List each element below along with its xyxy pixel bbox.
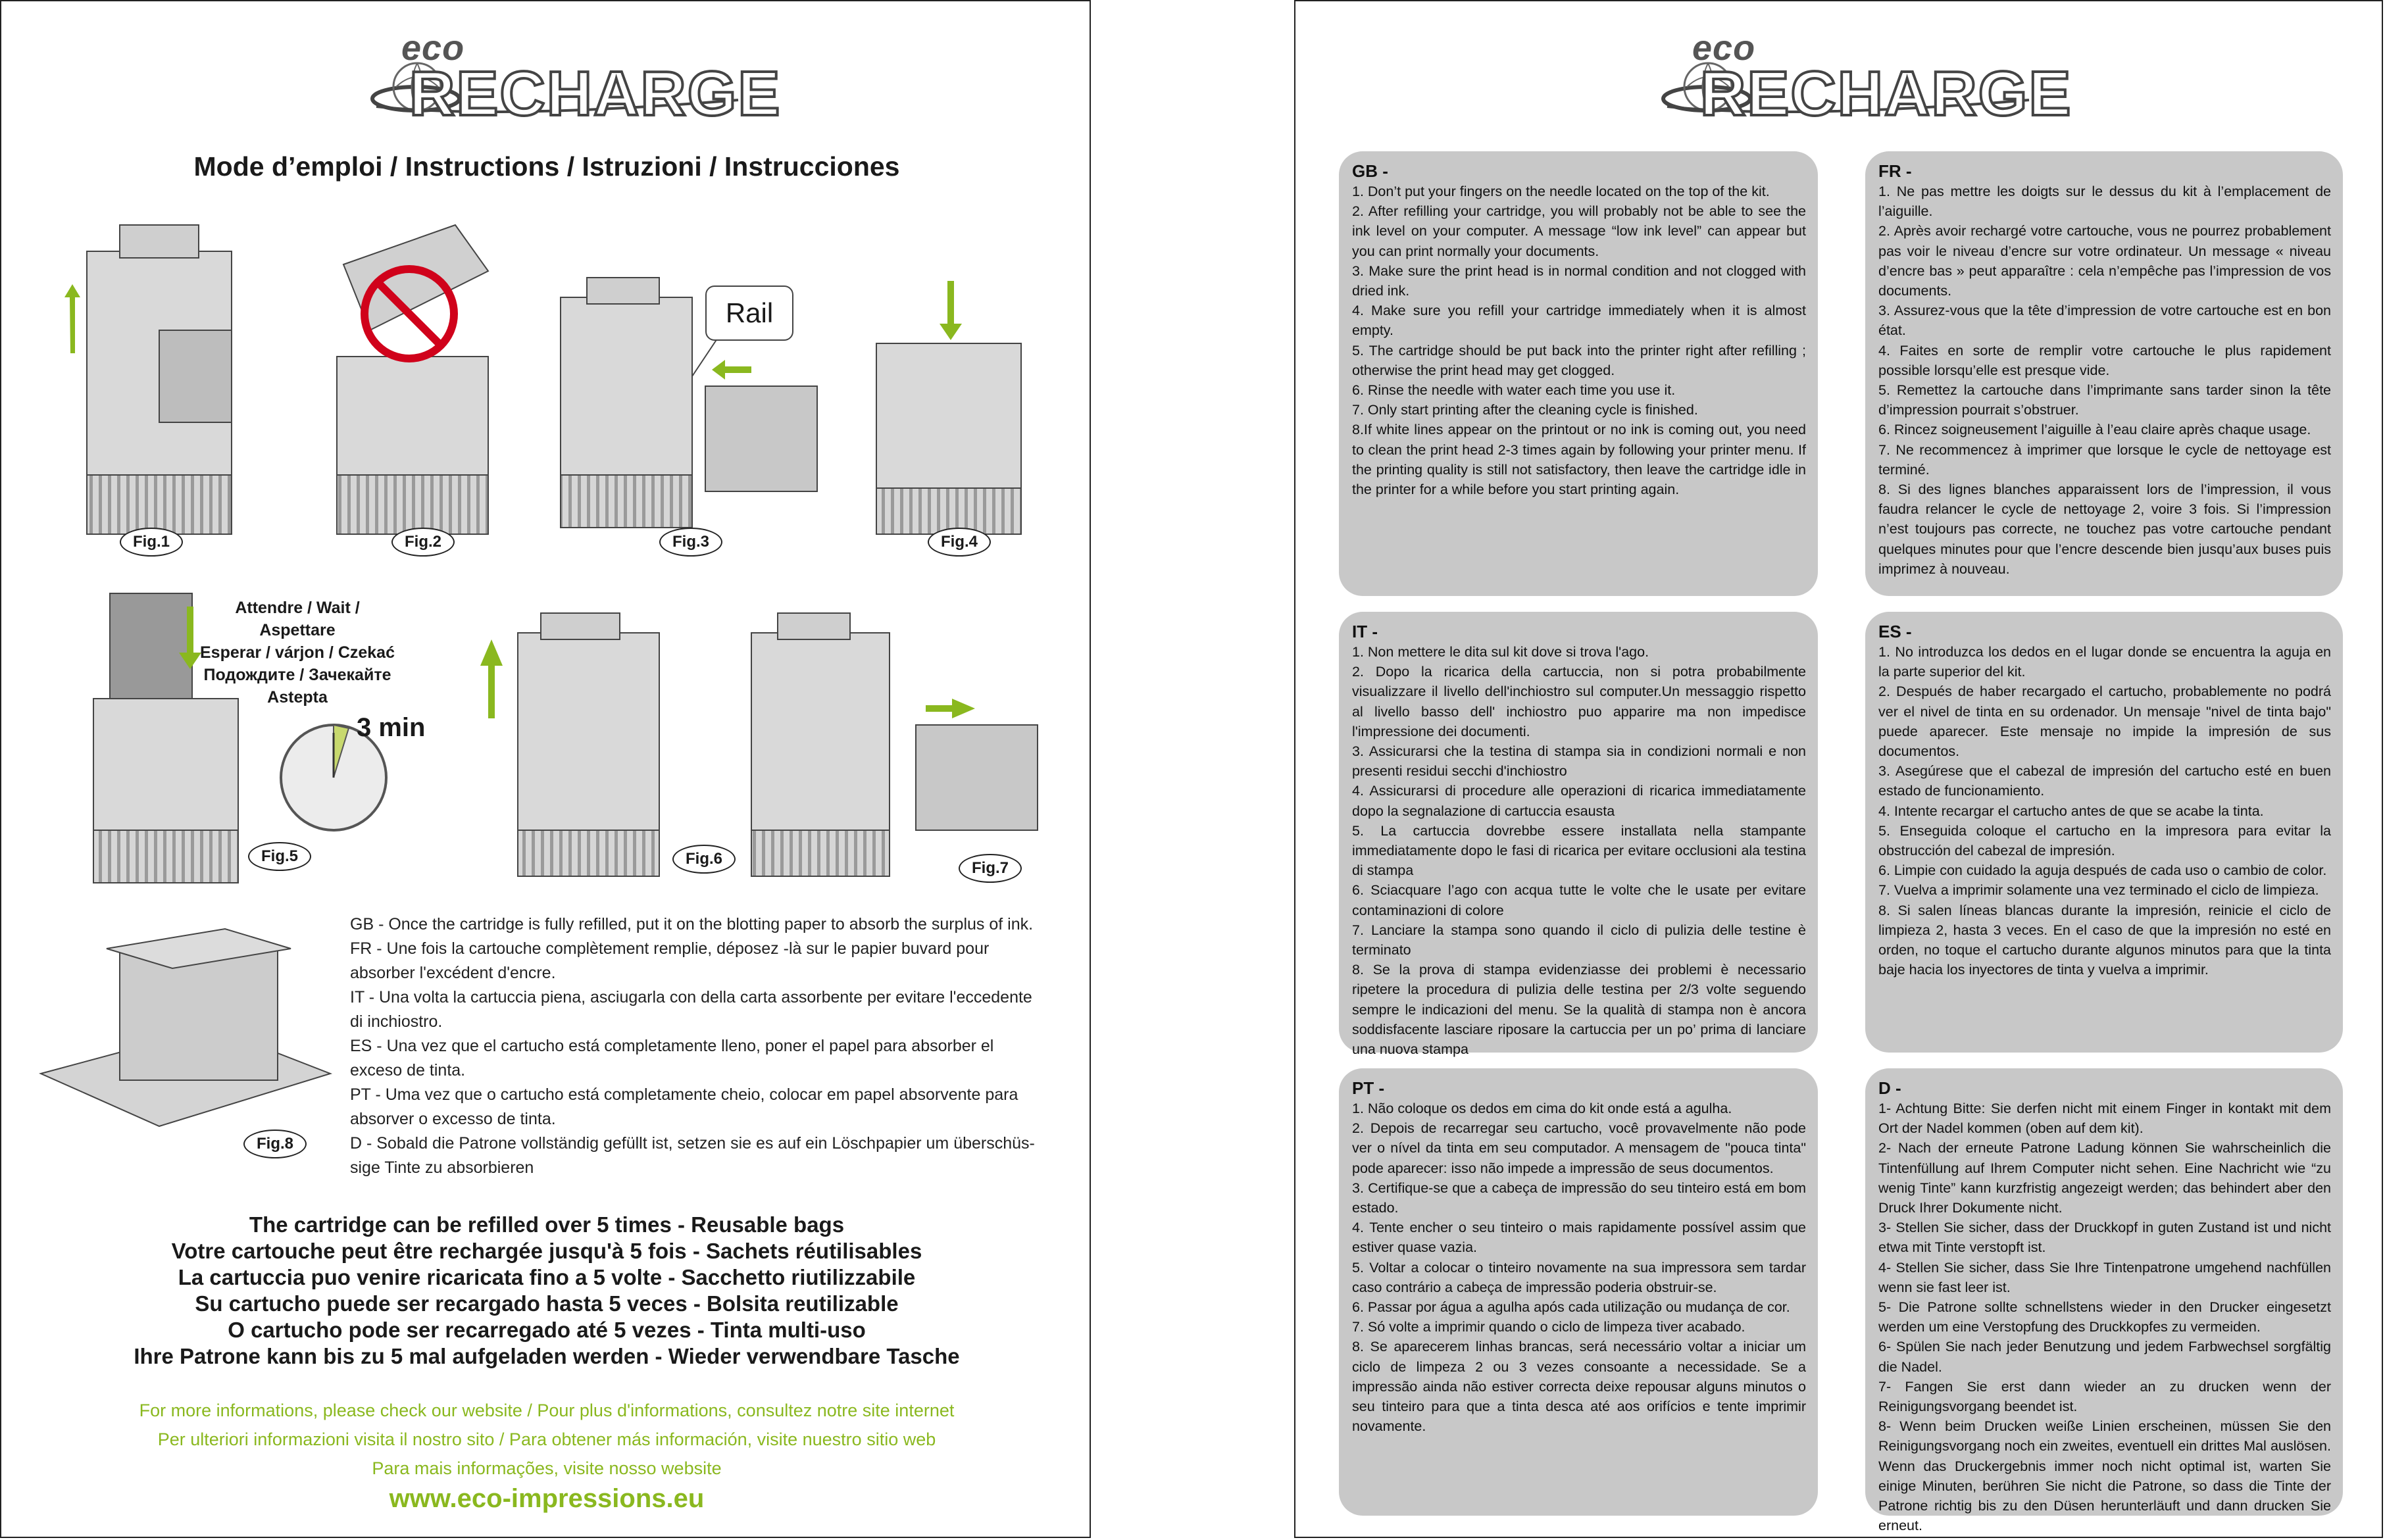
instructions-it: IT - 1. Non mettere le dita sul kit dove si trova l'ago. 2. Dopo la ricarica della cartuccia, non si potra probabilmente visualizzare il livello dell'inchiostro sul computer.Un messaggio rispetto al livello basso dell' inchiostro puo apparire ma non impedisce l'impressione dei documenti. 3. Assicurarsi che la testina di stampa sia in condizioni normali e non presenti residui secchi d'inchiostro 4. Assicurarsi di procedure alle operazioni di ricarica immediatamente dopo la segnalazione di cartuccia esausta 5. La cartuccia dovrebbe essere installata nella stampante immediatamente dopo le fasi di ricarica per evitare occlusioni ala testina di stampa 6. Sciacquare l’ago con acqua tutte le volte che le usate per evitare contaminazioni di colore 7. Lanciare la stampa sono quando il ciclo di pulizia delle testine è terminato 8. Se la prova di stampa evidenziasse dei problemi è necessario ripetere la procedura di pulizia delle testina per 2/3 volte seguendo sempre le indicazioni del menu. Se la qualità di stampa non è ancora soddisfacente lasciare riposare la cartuccia per un po’ prima di lanciare una nuova stampa — [1339, 612, 1818, 1053]
instructions-gb: GB - 1. Don’t put your fingers on the needle located on the top of the kit. 2. After refilling your cartridge, you will probably not be able to see the ink level on your computer. A message “low ink level” can appear but you can print normally your documents. 3. Make sure the print head is in normal condition and not clogged with dried ink. 4. Make sure you refill your cartridge immediately when it is almost empty. 5. The cartridge should be put back into the printer right after refilling ; otherwise the print head may get clogged. 6. Rinse the needle with water each time you use it. 7. Only start printing after the cleaning cycle is finished. 8.If white lines appear on the printout or no ink is coming out, you need to clean the print head 2-3 times again by following your printer menu. If the printing quality is still not satisfactory, then leave the cartridge idle in the printer for a while before you start printing again. — [1339, 151, 1818, 596]
section-heading: PT - — [1352, 1078, 1385, 1098]
fig1-refill-kit-illustration — [64, 225, 232, 534]
more-info-notice: For more informations, please check our website / Pour plus d'informations, consultez notre site internet Per ulteriori informazioni visita il nostro sito / Para obtener más información, visite nuestro sitio web Para mais informações, visite nosso website — [139, 1401, 955, 1478]
fig-label: Fig.5 — [248, 842, 311, 871]
wait-instruction: Attendre / Wait / Aspettare Esperar / várjon / Czekać Подождите / Зачекайте Astepta — [200, 599, 395, 707]
section-heading: GB - — [1352, 161, 1388, 181]
instructions-page-left — [0, 0, 1091, 1538]
rail-callout: Rail — [705, 286, 793, 341]
section-heading: IT - — [1352, 622, 1378, 641]
instructions-fr: FR - 1. Ne pas mettre les doigts sur le dessus du kit à l’emplacement de l’aiguille. 2. Après avoir rechargé votre cartouche, vous ne pourrez probablement pas voir le niveau d’encre sur votre ordinateur. Un message « niveau d’encre bas » peut apparaître : cela n’empêche pas l’impression de vos documents. 3. Assurez-vous que la tête d’impression de votre cartouche est en bon état. 4. Faites en sorte de remplir votre cartouche le plus rapidement possible lorsqu’elle est presque vide. 5. Remettez la cartouche dans l’imprimante sans tarder sinon la tête d’impression pourrait s’obstruer. 6. Rincez soigneusement l’aiguille à l’eau claire après chaque usage. 7. Ne recommencez à imprimer que lorsque le cycle de nettoyage est terminé. 8. Si des lignes blanches apparaissent lors de l’impression, il vous faudra relancer le cycle de nettoyage 2, voire 3 fois. Si l’impression n’est toujours pas correcte, ne touchez pas votre cartouche pendant quelques minutes pour que l’encre descende bien jusqu’aux buses puis imprimez à nouveau. — [1865, 151, 2343, 596]
brand-recharge: RECHARGE — [409, 59, 782, 129]
fig-label: Fig.1 — [120, 528, 183, 557]
brand-eco: eco — [1692, 28, 1756, 68]
instructions-page-right — [1294, 0, 2383, 1538]
blotting-paper-instructions: GB - Once the cartridge is fully refilled, put it on the blotting paper to absorb the surplus of ink. FR - Une fois la cartouche complètement remplie, déposez -là sur le papier buvard pour absorber l'excédent d'encre. IT - Una volta la cartuccia piena, asciugarla con della carta assorbente per evitare l'eccedente di inchiostro. ES - Una vez que el cartucho está completamente lleno, poner el papel para absorber el exceso de tinta. PT - Uma vez que o cartucho está completamente cheio, colocar em papel absorvente para absorver o excesso de tinta. D - Sobald die Patrone vollständig gefüllt ist, setzen sie es auf ein Löschpapier um überschüs- sige Tinte zu absorbieren — [350, 915, 1035, 1177]
fig-label: Fig.2 — [391, 528, 455, 557]
instructions-pt: PT - 1. Não coloque os dedos em cima do kit onde está a agulha. 2. Depois de recarregar seu cartucho, você provavelmente não pode ver o nível da tinta em seu computador. A mensagem de "pouca tinta" pode aparecer: isso não impede a impressão de seus documentos. 3. Certifique-se que a cabeça de impressão do seu tinteiro está em bom estado. 4. Tente encher o seu tinteiro o mais rapidamente possível assim que estiver quase vazia. 5. Voltar a colocar o tinteiro novamente na sua impressora sem tardar caso contrário a cabeça de impressão poderia obstruir-se. 6. Passar por água a agulha após cada utilização ou mudança de cor. 7. Só volte a imprimir quando o ciclo de limpeza tiver acabado. 8. Se aparecerem linhas brancas, será necessário voltar a iniciar um ciclo de limpeza 2 ou 3 vezes consoante a necessidade. Se a impressão ainda não estiver correcta deixe repousar alguns minutos o seu tinteiro para que a tinta desca até aos orifícios e tente imprimir novamente. — [1339, 1068, 1818, 1516]
instructions-de: D - 1- Achtung Bitte: Sie derfen nicht mit einem Finger in kontakt mit dem Ort der Nadel kommen (oben auf dem kit). 2- Nach der erneute Patrone Ladung können Sie wahrscheinlich die Tintenfüllung auf Ihrem Computer nicht sehen. Eine Nachricht wie “zu wenig Tinte” kann kurzfristig angezeigt werden; das behindert aber den Druck Ihrer Dokumente nicht. 3- Stellen Sie sicher, dass der Druckkopf in guten Zustand ist und nicht etwa mit Tinte verstopft ist. 4- Stellen Sie sicher, dass Sie Ihre Tintenpatrone umgehend nachfüllen wenn sie fast leer ist. 5- Die Patrone sollte schnellstens wieder in den Drucker eingesetzt werden um eine Verstopfung des Druckkopfes zu vermeiden. 6- Spülen Sie nach jeder Benutzung und jedem Farbwechsel sorgfältig die Nadel. 7- Fangen Sie erst dann wieder an zu drucken wenn der Reinigungsvorgang beendet ist. 8- Wenn beim Drucken weiße Linien erscheinen, müssen Sie den Reinigungsvorgang noch ein zweites, eventuell ein drittes Mal auslösen. Wenn das Druckergebnis immer noch nicht optimal ist, warten Sie einige Minuten, berühren Sie nicht die Patrone, so dass die Tinte der Patrone richtig bis zu den Düsen herunterläuft und dann drucken Sie erneut. — [1865, 1068, 2343, 1516]
fig8-blotting-paper-illustration — [41, 929, 330, 1126]
fig4-insert-cartridge-illustration — [876, 281, 1021, 534]
fig-label: Fig.7 — [959, 854, 1022, 883]
page-title: Mode d’emploi / Instructions / Istruzioni / Instrucciones — [193, 151, 900, 182]
timer-label: 3 min — [357, 713, 426, 742]
instructions-es: ES - 1. No introduzca los dedos en el lugar donde se encuentra la aguja en la parte superior del kit. 2. Después de haber recargado el cartucho, probablemente no podrá ver el nivel de tinta en su ordenador. Un mensaje "nivel de tinta bajo" puede aparecer. Este mensaje no impide la impresión de sus documentos. 3. Asegúrese que el cabezal de impresión del cartucho esté en buen estado de funcionamiento. 4. Intente recargar el cartucho antes de que se acabe la tinta. 5. Enseguida coloque el cartucho en la impresora para evitar la obstrucción del cabezal de impresión. 6. Limpie con cuidado la aguja después de cada uso o cambio de color. 7. Vuelva a imprimir solamente una vez terminado el ciclo de limpieza. 8. Si salen líneas blancas durante la impresión, reinicie el ciclo de limpieza 2, hasta 3 veces. En el caso de que la impresión no esté en orden, no toque el cartucho durante algunos minutos para que la tinta baje hacia los inyectores de tinta y vuelva a imprimir. — [1865, 612, 2343, 1053]
eco-recharge-logo — [370, 21, 782, 129]
fig7-extract-cartridge-illustration — [751, 613, 1038, 876]
section-heading: FR - — [1878, 161, 1912, 181]
fig-label: Fig.3 — [659, 528, 722, 557]
brand-recharge: RECHARGE — [1700, 59, 2072, 129]
section-heading: D - — [1878, 1078, 1901, 1098]
fig-label: Fig.4 — [928, 528, 991, 557]
website-link[interactable]: www.eco-impressions.eu — [389, 1484, 705, 1513]
fig-label: Fig.6 — [672, 845, 736, 874]
section-heading: ES - — [1878, 622, 1912, 641]
brand-eco: eco — [401, 28, 465, 68]
fig-label: Fig.8 — [243, 1130, 307, 1158]
refill-count-notice: The cartridge can be refilled over 5 times - Reusable bags Votre cartouche peut être rechargée jusqu'à 5 fois - Sachets réutilisables La cartuccia puo venire ricaricata fino a 5 volte - Sacchetto riutilizzabile Su cartucho puede ser recargado hasta 5 veces - Bolsita reutilizable O cartucho pode ser recarregado até 5 vezes - Tinta multi-uso Ihre Patrone kann bis zu 5 mal aufgeladen werden - Wieder verwendbare Tasche — [134, 1212, 960, 1368]
eco-recharge-logo — [1661, 21, 2072, 129]
fig6-remove-illustration — [480, 613, 659, 876]
fig2-do-not-open-illustration — [337, 225, 488, 534]
